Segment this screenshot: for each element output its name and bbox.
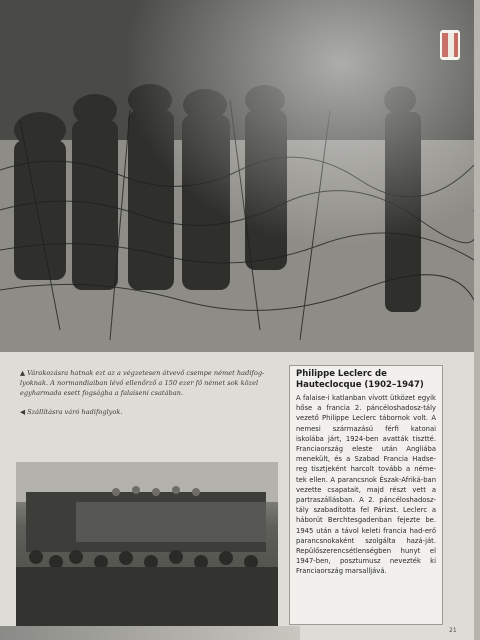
biography-box (289, 365, 443, 625)
caption-top-photo: ▲ Várakozásra hatnak ezt az a végzetesen átvevő csempe német hadifog-lyoknak. A normandiaiban lévő ellenőrző a 150 ezer fő német sok közel egyharmada esett fogságba a falaiseni csatában. (20, 369, 265, 397)
caption-bottom-photo: ◀ Szállításra váró hadifoglyok. (20, 408, 123, 416)
bottom-edge-strip (0, 626, 300, 640)
photo-prisoners-truck (16, 462, 278, 626)
page-edge (474, 0, 480, 640)
photo-scene-bottom (16, 462, 278, 626)
biography-text: A falaise-i katlanban vívott ütközet egyik hőse a francia 2. páncéloshadosz-tály vezető Philippe Leclerc tábornok volt. A nemesi származású férfi katonai iskolába járt, 1924-ben avatták tisztté. Franciaország eleste után Angliába menekült, és a Szabad Francia Hadse-reg tisztjeként harcolt tovább a néme-tek ellen. A parancsnok Észak-Afriká-ban vezette csapatait, majd részt vett a partraszállásban. A 2. páncéloshadosz-tály szabadította fel Párizst. Leclerc a háborút Berchtesgadenban fejezte be. 1945 után a távol keleti francia had-erő parancsnokaként szolgálta hazá-ját. Repülőszerencsétlenségben hunyt el 1947-ben, posztumusz nevezték ki Franciaország marsalljává. (296, 394, 436, 576)
page-number: 21 (449, 627, 457, 634)
biography-title: Philippe Leclerc de Hauteclocque (1902–1947) (296, 369, 424, 390)
